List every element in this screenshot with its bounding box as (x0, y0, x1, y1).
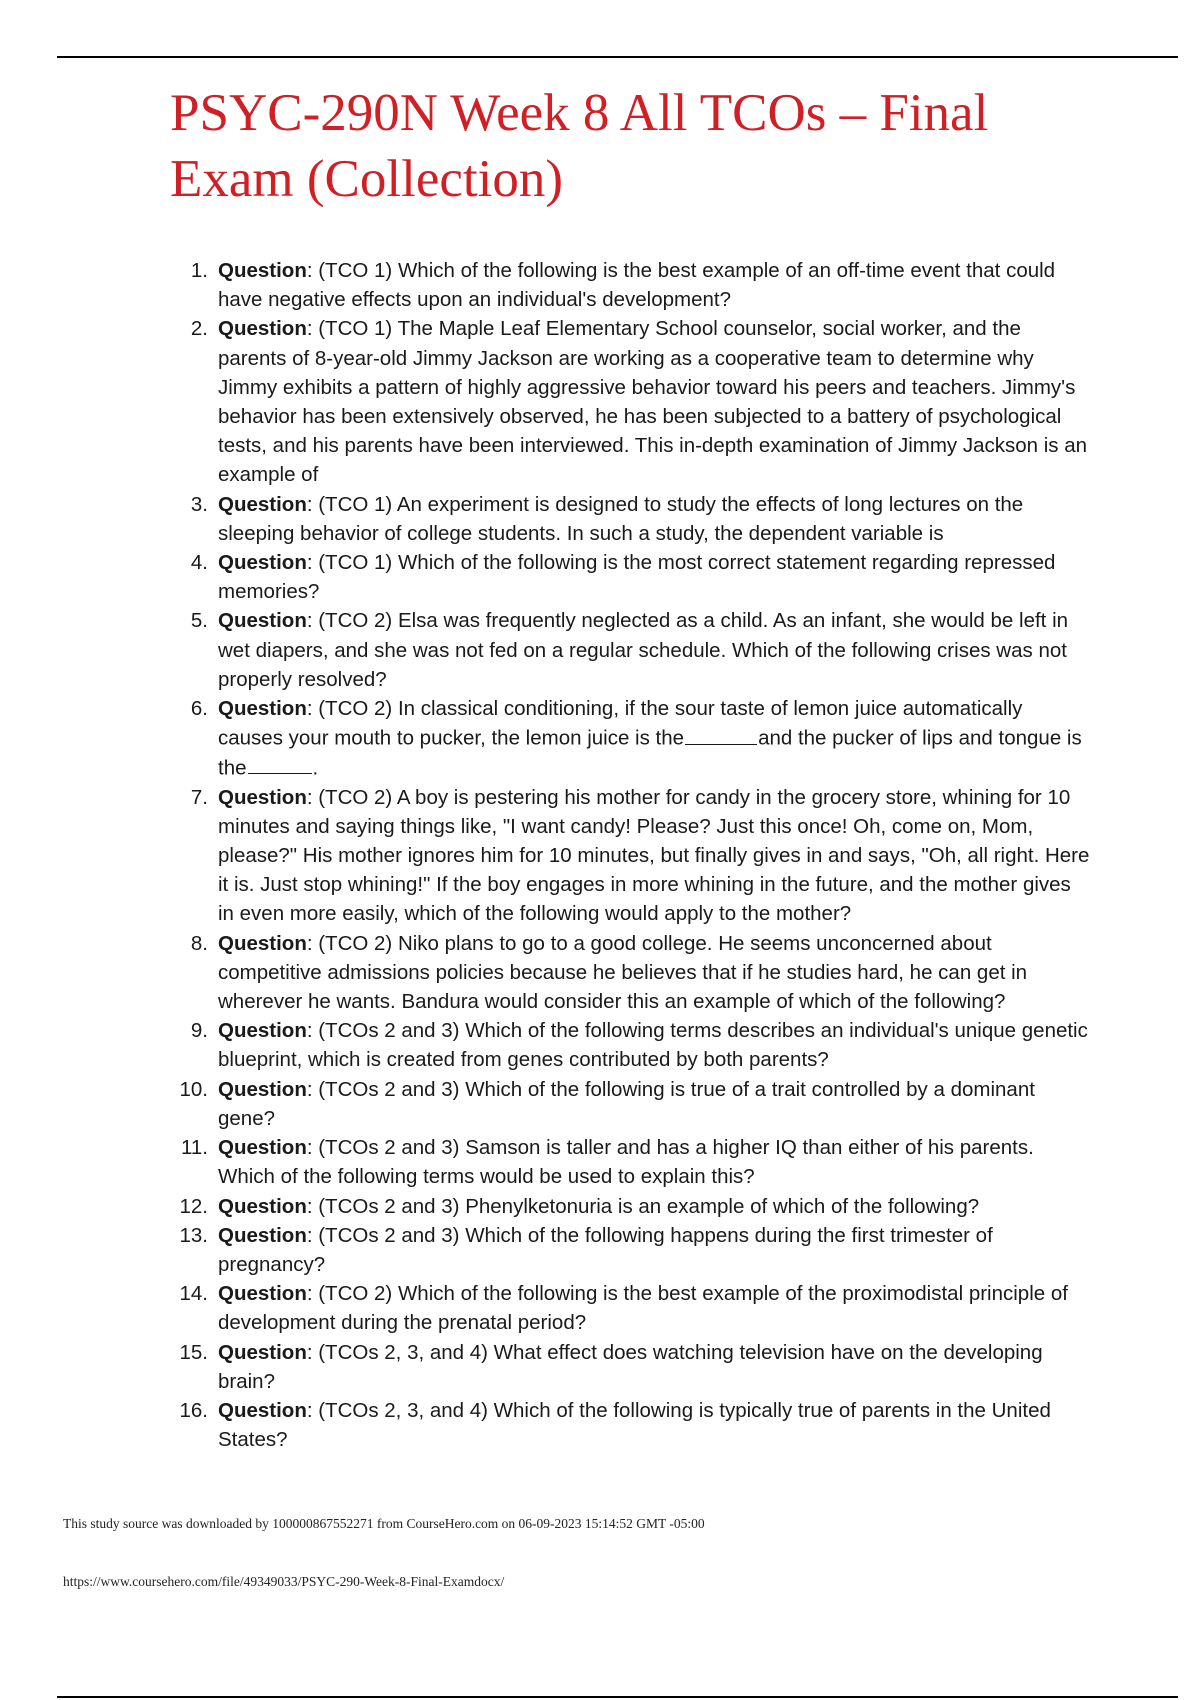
question-number: 3. (190, 492, 208, 516)
question-label: Question (218, 931, 307, 955)
question-label: Question (218, 317, 307, 341)
question-number: 13. (179, 1223, 208, 1247)
question-item-13 (170, 1221, 1090, 1279)
question-number: 4. (190, 551, 208, 575)
question-text-end: . (312, 756, 319, 780)
question-number: 15. (179, 1340, 208, 1364)
question-number: 8. (190, 931, 208, 955)
question-item-14 (170, 1279, 1090, 1337)
question-item-9 (170, 1016, 1090, 1074)
question-item-4 (170, 548, 1090, 606)
question-item-3 (170, 490, 1090, 548)
question-text: : (TCOs 2, 3, and 4) What effect does watching television have on the developing brain? (218, 1340, 1043, 1393)
question-item-5 (170, 606, 1090, 694)
answer-blank (248, 753, 312, 775)
question-item-8 (170, 929, 1090, 1017)
question-text: : (TCOs 2, 3, and 4) Which of the following is typically true of parents in the United States? (218, 1398, 1051, 1452)
question-label: Question (218, 1136, 307, 1160)
question-number: 12. (179, 1194, 208, 1218)
bottom-divider (57, 1696, 1178, 1698)
question-label: Question (218, 1077, 307, 1101)
question-label: Question (218, 697, 307, 721)
question-item-12 (170, 1192, 1090, 1221)
question-text: : (TCO 1) The Maple Leaf Elementary School counselor, social worker, and the parents of 8-year-old Jimmy Jackson are working as a cooperative team to determine why Jimmy exhibits a pattern of highly aggressive behavior toward his peers and teachers. Jimmy's behavior has been extensively observed, he has been subjected to a battery of psychological tests, and his parents have been interviewed. This in-depth examination of Jimmy Jackson is an example of (218, 317, 1088, 487)
question-item-7 (170, 783, 1090, 929)
question-label: Question (218, 1282, 307, 1306)
question-label: Question (218, 259, 307, 282)
question-text: : (TCOs 2 and 3) Which of the following happens during the first trimester of pregnancy? (218, 1223, 993, 1276)
question-item-6 (170, 694, 1090, 783)
question-text: : (TCOs 2 and 3) Phenylketonuria is an example of which of the following? (306, 1194, 980, 1218)
question-number: 1. (190, 259, 208, 282)
question-text: : (TCO 2) In classical conditioning, if the sour taste of lemon juice automatically causes your mouth to pucker, the lemon juice is the (218, 697, 1023, 750)
question-text: : (TCO 1) An experiment is designed to study the effects of long lectures on the sleeping behavior of college students. In such a study, the dependent variable is (218, 492, 1024, 545)
document-title: PSYC-290N Week 8 All TCOs – Final Exam (Collection) (170, 84, 989, 208)
question-label: Question (218, 1398, 307, 1422)
question-item-11 (170, 1133, 1090, 1191)
question-item-16 (170, 1396, 1090, 1454)
question-text: : (TCO 1) Which of the following is the most correct statement regarding repressed memories? (218, 551, 1056, 604)
question-number: 16. (179, 1398, 208, 1422)
question-label: Question (218, 1223, 307, 1247)
question-label: Question (218, 785, 307, 809)
question-number: 7. (190, 785, 208, 809)
question-item-15 (170, 1338, 1090, 1396)
question-text: : (TCOs 2 and 3) Samson is taller and has a higher IQ than either of his parents. Which of the following terms would be used to explain this? (218, 1136, 1034, 1189)
question-item-2 (170, 314, 1090, 489)
top-divider (57, 56, 1178, 58)
question-number: 5. (190, 609, 208, 633)
question-text: : (TCOs 2 and 3) Which of the following terms describes an individual's unique genetic blueprint, which is created from genes contributed by both parents? (218, 1019, 1088, 1072)
question-number: 6. (190, 697, 208, 721)
question-number: 2. (190, 317, 208, 341)
question-label: Question (218, 1194, 307, 1218)
question-number: 9. (190, 1019, 208, 1043)
source-url-link[interactable]: https://www.coursehero.com/file/49349033/PSYC-290-Week-8-Final-Examdocx/ (63, 1574, 505, 1589)
answer-blank (685, 723, 757, 745)
question-item-1 (170, 256, 1090, 314)
question-text: : (TCO 1) Which of the following is the best example of an off-time event that could have negative effects upon an individual's development? (218, 259, 1056, 312)
question-text: : (TCO 2) Niko plans to go to a good college. He seems unconcerned about competitive admissions policies because he believes that if he studies hard, he can get in wherever he wants. Bandura would consider this an example of which of the following? (218, 931, 1028, 1014)
question-text-continued: and the pucker of lips and tongue is the (218, 726, 1082, 780)
question-text: : (TCOs 2 and 3) Which of the following is true of a trait controlled by a dominant gene? (218, 1077, 1035, 1130)
question-label: Question (218, 609, 307, 633)
question-item-10 (170, 1075, 1090, 1133)
question-list (170, 256, 1090, 1454)
question-text: : (TCO 2) Elsa was frequently neglected as a child. As an infant, she would be left in wet diapers, and she was not fed on a regular schedule. Which of the following crises was not properly resolved? (218, 609, 1069, 691)
question-label: Question (218, 492, 307, 516)
question-label: Question (218, 1340, 307, 1364)
question-text: : (TCO 2) A boy is pestering his mother for candy in the grocery store, whining for 10 minutes and saying things like, "I want candy! Please? Just this once! Oh, come on, Mom, please?" His mother ignores him for 10 minutes, but finally gives in and says, "Oh, all right. Here it is. Just stop whining!" If the boy engages in more whining in the future, and the mother gives in even more easily, which of the following would apply to the mother? (218, 785, 1090, 926)
question-number: 10. (179, 1077, 208, 1101)
question-text: : (TCO 2) Which of the following is the best example of the proximodistal principle of development during the prenatal period? (218, 1282, 1068, 1335)
question-number: 11. (181, 1136, 208, 1160)
question-label: Question (218, 551, 307, 575)
download-notice: This study source was downloaded by 100000867552271 from CourseHero.com on 06-09-2023 15:14:52 GMT -05:00 (63, 1516, 705, 1531)
question-label: Question (218, 1019, 307, 1043)
question-number: 14. (179, 1282, 208, 1306)
